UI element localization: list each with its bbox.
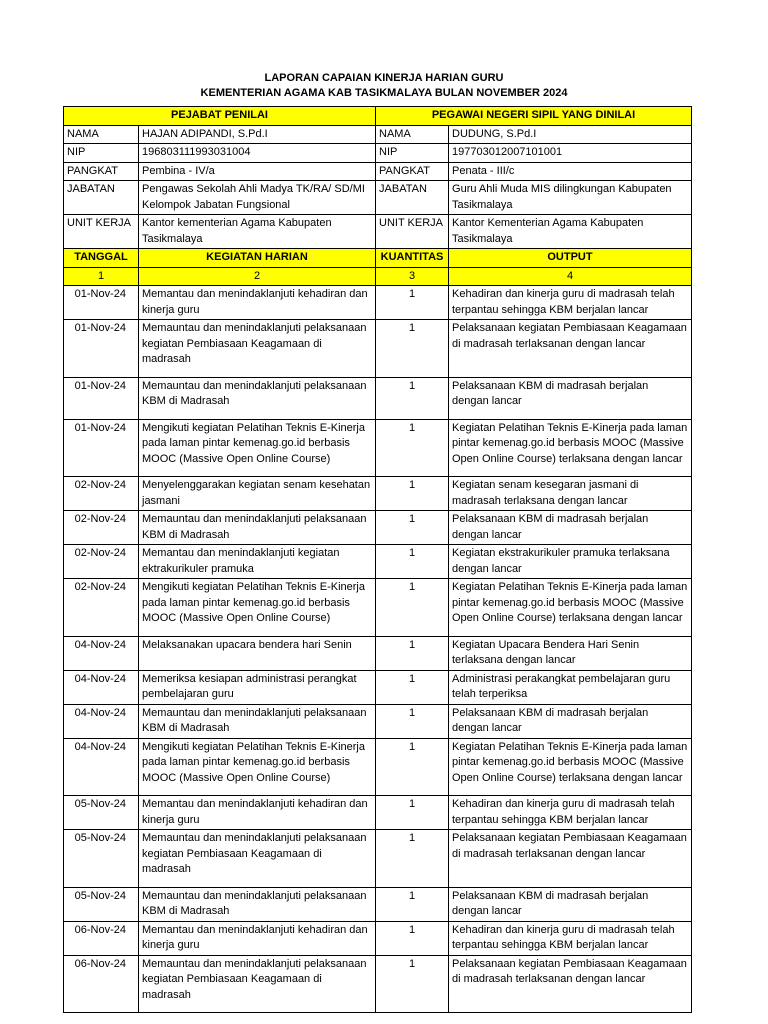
output-cell: Kegiatan Upacara Bendera Hari Senin terlaksana dengan lancar	[449, 636, 692, 670]
info-value: HAJAN ADIPANDI, S.Pd.I	[139, 125, 376, 144]
table-row	[64, 830, 692, 888]
col-header-tanggal: TANGGAL	[64, 249, 139, 268]
date-cell: 02-Nov-24	[64, 579, 139, 637]
table-row	[64, 511, 692, 545]
info-value: 196803111993031004	[139, 144, 376, 163]
date-cell: 05-Nov-24	[64, 830, 139, 888]
quantity-cell: 1	[376, 320, 449, 378]
activity-cell: Memantau dan menindaklanjuti kehadiran dan kinerja guru	[139, 286, 376, 320]
info-value: Guru Ahli Muda MIS dilingkungan Kabupaten Tasikmalaya	[449, 181, 692, 215]
evaluator-info-table	[63, 106, 692, 249]
date-cell: 01-Nov-24	[64, 419, 139, 477]
table-row	[64, 545, 692, 579]
info-row	[64, 144, 692, 163]
col-header-kegiatan: KEGIATAN HARIAN	[139, 249, 376, 268]
quantity-cell: 1	[376, 796, 449, 830]
report-subtitle: KEMENTERIAN AGAMA KAB TASIKMALAYA BULAN NOVEMBER 2024	[200, 87, 568, 99]
info-label: PANGKAT	[376, 162, 449, 181]
activity-cell: Memantau dan menindaklanjuti kegiatan ektrakurikuler pramuka	[139, 545, 376, 579]
info-label: NIP	[376, 144, 449, 163]
output-cell: Pelaksanaan kegiatan Pembiasaan Keagamaan di madrasah terlaksanan dengan lancar	[449, 320, 692, 378]
output-cell: Pelaksanaan KBM di madrasah berjalan dengan lancar	[449, 377, 692, 419]
output-cell: Kegiatan ekstrakurikuler pramuka terlaksana dengan lancar	[449, 545, 692, 579]
activity-cell: Memauntau dan menindaklanjuti pelaksanaan kegiatan Pembiasaan Keagamaan di madrasah	[139, 955, 376, 1013]
col-number: 2	[139, 267, 376, 286]
output-cell: Pelaksanaan KBM di madrasah berjalan dengan lancar	[449, 887, 692, 921]
table-row	[64, 887, 692, 921]
activity-cell: Mengikuti kegiatan Pelatihan Teknis E-Kinerja pada laman pintar kemenag.go.id berbasis MOOC (Massive Open Online Course)	[139, 738, 376, 796]
info-label: UNIT KERJA	[376, 215, 449, 249]
pns-dinilai-header: PEGAWAI NEGERI SIPIL YANG DINILAI	[376, 107, 692, 126]
output-cell: Kehadiran dan kinerja guru di madrasah telah terpantau sehingga KBM berjalan lancar	[449, 796, 692, 830]
quantity-cell: 1	[376, 955, 449, 1013]
col-header-output: OUTPUT	[449, 249, 692, 268]
activity-cell: Memauntau dan menindaklanjuti pelaksanaan kegiatan Pembiasaan Keagamaan di madrasah	[139, 320, 376, 378]
info-value: Pembina - IV/a	[139, 162, 376, 181]
activity-cell: Memauntau dan menindaklanjuti pelaksanaan KBM di Madrasah	[139, 704, 376, 738]
activity-cell: Mengikuti kegiatan Pelatihan Teknis E-Kinerja pada laman pintar kemenag.go.id berbasis MOOC (Massive Open Online Course)	[139, 419, 376, 477]
table-row	[64, 955, 692, 1013]
date-cell: 04-Nov-24	[64, 670, 139, 704]
info-label: JABATAN	[376, 181, 449, 215]
info-value: 197703012007101001	[449, 144, 692, 163]
info-value: Kantor Kementerian Agama Kabupaten Tasikmalaya	[449, 215, 692, 249]
date-cell: 04-Nov-24	[64, 704, 139, 738]
col-number: 4	[449, 267, 692, 286]
info-value: DUDUNG, S.Pd.I	[449, 125, 692, 144]
table-row	[64, 636, 692, 670]
quantity-cell: 1	[376, 579, 449, 637]
info-label: NAMA	[376, 125, 449, 144]
activity-cell: Memantau dan menindaklanjuti kehadiran dan kinerja guru	[139, 796, 376, 830]
table-row	[64, 477, 692, 511]
output-cell: Kehadiran dan kinerja guru di madrasah telah terpantau sehingga KBM berjalan lancar	[449, 921, 692, 955]
output-cell: Kegiatan Pelatihan Teknis E-Kinerja pada laman pintar kemenag.go.id berbasis MOOC (Massive Open Online Course) terlaksana dengan lancar	[449, 419, 692, 477]
date-cell: 06-Nov-24	[64, 955, 139, 1013]
table-header-row	[64, 249, 692, 268]
output-cell: Pelaksanaan kegiatan Pembiasaan Keagamaan di madrasah terlaksanan dengan lancar	[449, 830, 692, 888]
output-cell: Kegiatan senam kesegaran jasmani di madrasah terlaksana dengan lancar	[449, 477, 692, 511]
output-cell: Kehadiran dan kinerja guru di madrasah telah terpantau sehingga KBM berjalan lancar	[449, 286, 692, 320]
date-cell: 05-Nov-24	[64, 887, 139, 921]
quantity-cell: 1	[376, 377, 449, 419]
info-row	[64, 181, 692, 215]
activity-cell: Mengikuti kegiatan Pelatihan Teknis E-Kinerja pada laman pintar kemenag.go.id berbasis MOOC (Massive Open Online Course)	[139, 579, 376, 637]
output-cell: Administrasi perakangkat pembelajaran guru telah terperiksa	[449, 670, 692, 704]
activity-cell: Memantau dan menindaklanjuti kehadiran dan kinerja guru	[139, 921, 376, 955]
info-value: Kantor kementerian Agama Kabupaten Tasikmalaya	[139, 215, 376, 249]
quantity-cell: 1	[376, 477, 449, 511]
quantity-cell: 1	[376, 419, 449, 477]
info-label: JABATAN	[64, 181, 139, 215]
quantity-cell: 1	[376, 738, 449, 796]
col-number: 1	[64, 267, 139, 286]
report-title: LAPORAN CAPAIAN KINERJA HARIAN GURU	[264, 72, 504, 84]
table-row	[64, 286, 692, 320]
date-cell: 06-Nov-24	[64, 921, 139, 955]
column-number-row	[64, 267, 692, 286]
date-cell: 04-Nov-24	[64, 636, 139, 670]
output-cell: Kegiatan Pelatihan Teknis E-Kinerja pada laman pintar kemenag.go.id berbasis MOOC (Massive Open Online Course) terlaksana dengan lancar	[449, 738, 692, 796]
table-row	[64, 579, 692, 637]
output-cell: Pelaksanaan kegiatan Pembiasaan Keagamaan di madrasah terlaksanan dengan lancar	[449, 955, 692, 1013]
activity-cell: Menyelenggarakan kegiatan senam kesehatan jasmani	[139, 477, 376, 511]
info-row	[64, 215, 692, 249]
date-cell: 02-Nov-24	[64, 511, 139, 545]
info-row	[64, 162, 692, 181]
info-label: UNIT KERJA	[64, 215, 139, 249]
quantity-cell: 1	[376, 830, 449, 888]
output-cell: Pelaksanaan KBM di madrasah berjalan dengan lancar	[449, 704, 692, 738]
table-row	[64, 377, 692, 419]
table-row	[64, 704, 692, 738]
date-cell: 05-Nov-24	[64, 796, 139, 830]
daily-activity-table	[63, 248, 692, 1013]
table-row	[64, 738, 692, 796]
table-row	[64, 670, 692, 704]
activity-cell: Melaksanakan upacara bendera hari Senin	[139, 636, 376, 670]
date-cell: 04-Nov-24	[64, 738, 139, 796]
col-number: 3	[376, 267, 449, 286]
quantity-cell: 1	[376, 921, 449, 955]
date-cell: 01-Nov-24	[64, 286, 139, 320]
date-cell: 01-Nov-24	[64, 320, 139, 378]
pejabat-penilai-header: PEJABAT PENILAI	[64, 107, 376, 126]
table-row	[64, 921, 692, 955]
quantity-cell: 1	[376, 286, 449, 320]
col-header-kuantitas: KUANTITAS	[376, 249, 449, 268]
activity-cell: Memauntau dan menindaklanjuti pelaksanaan KBM di Madrasah	[139, 887, 376, 921]
date-cell: 02-Nov-24	[64, 477, 139, 511]
activity-cell: Memeriksa kesiapan administrasi perangkat pembelajaran guru	[139, 670, 376, 704]
quantity-cell: 1	[376, 511, 449, 545]
info-value: Pengawas Sekolah Ahli Madya TK/RA/ SD/MI Kelompok Jabatan Fungsional	[139, 181, 376, 215]
info-value: Penata - III/c	[449, 162, 692, 181]
table-row	[64, 419, 692, 477]
output-cell: Kegiatan Pelatihan Teknis E-Kinerja pada laman pintar kemenag.go.id berbasis MOOC (Massive Open Online Course) terlaksana dengan lancar	[449, 579, 692, 637]
table-row	[64, 796, 692, 830]
date-cell: 01-Nov-24	[64, 377, 139, 419]
quantity-cell: 1	[376, 670, 449, 704]
activity-cell: Memauntau dan menindaklanjuti pelaksanaan KBM di Madrasah	[139, 511, 376, 545]
activity-cell: Memauntau dan menindaklanjuti pelaksanaan kegiatan Pembiasaan Keagamaan di madrasah	[139, 830, 376, 888]
quantity-cell: 1	[376, 636, 449, 670]
info-label: NAMA	[64, 125, 139, 144]
quantity-cell: 1	[376, 545, 449, 579]
output-cell: Pelaksanaan KBM di madrasah berjalan dengan lancar	[449, 511, 692, 545]
quantity-cell: 1	[376, 704, 449, 738]
quantity-cell: 1	[376, 887, 449, 921]
activity-cell: Memauntau dan menindaklanjuti pelaksanaan KBM di Madrasah	[139, 377, 376, 419]
info-row	[64, 125, 692, 144]
table-row	[64, 320, 692, 378]
date-cell: 02-Nov-24	[64, 545, 139, 579]
info-label: NIP	[64, 144, 139, 163]
info-label: PANGKAT	[64, 162, 139, 181]
